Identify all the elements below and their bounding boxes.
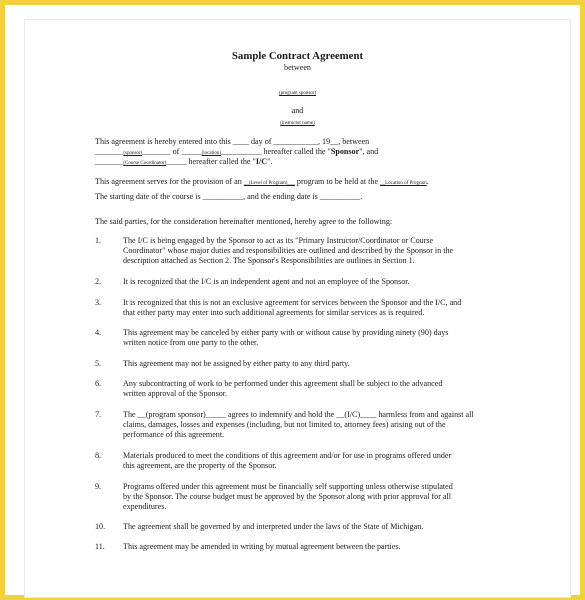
clause-text — [123, 410, 495, 441]
clause-text — [123, 328, 495, 348]
serves-line: This agreement serves for the provision of an __(Level of Program)___ program to be held at the __Location of Program. — [95, 177, 429, 186]
clause-number: 9. — [95, 482, 102, 491]
intro-line-1: This agreement is hereby entered into this ____ day of ___________, 19__, between — [95, 137, 370, 146]
clause-line: The __(program sponsor)_____ agrees to indemnify and hold the __(I/C)____ harmless from and against all — [123, 410, 474, 419]
clause-number: 6. — [95, 379, 102, 388]
clause-line: It is recognized that this is not an exclusive agreement for services between the Sponsor and the I/C, and — [123, 298, 462, 307]
clause-line: This agreement may be amended in writing by mutual agreement between the parties. — [123, 542, 401, 551]
clause-line: expenditures. — [123, 502, 167, 512]
clause-line: performance of this agreement. — [123, 430, 225, 440]
clause-text — [123, 298, 495, 318]
clause-line: It is recognized that the I/C is an independent agent and not an employee of the Sponsor. — [123, 277, 410, 286]
program-sponsor-tag: (program sponsor) — [278, 91, 317, 96]
clause-text — [123, 379, 495, 399]
parties-line: The said parties, for the consideration hereinafter mentioned, hereby agree to the following: — [95, 217, 393, 226]
instructor-name-tag: (instructor name) — [280, 121, 315, 126]
clause-text — [123, 542, 495, 552]
clause-line: written notice from one party to the other. — [123, 338, 259, 348]
clause-line: by the Sponsor. The course budget must be approved by the Sponsor along with prior approval for all — [123, 492, 452, 502]
clause-line: description attached as Section 2. The Sponsor's Responsibilities are outlines in Section 1. — [123, 256, 415, 266]
clause-number: 11. — [95, 542, 105, 551]
and-label: and — [291, 106, 304, 115]
clause-number: 1. — [95, 236, 102, 245]
clause-line: Coordinator" whose major duties and responsibilities are outlined and described by the Sponsor in the — [123, 246, 454, 256]
clause-text — [123, 359, 495, 369]
intro-line-3: _______(Course Coordinator)_____ hereafter called the "I/C". — [95, 157, 273, 166]
clause-text — [123, 236, 495, 267]
document-title: Sample Contract Agreement — [231, 50, 364, 62]
clause-line: written approval of the Sponsor. — [123, 389, 228, 399]
dates-line: The starting date of the course is __________, and the ending date is __________. — [95, 192, 363, 201]
clause-line: Materials produced to meet the conditions of this agreement and/or for use in programs offered under — [123, 451, 452, 460]
clause-text — [123, 451, 495, 471]
between-label: between — [284, 63, 311, 72]
clause-number: 2. — [95, 277, 102, 286]
intro-line-2: _______(sponsor)_______ of _____(location)__________ hereafter called the "Sponsor", and — [95, 147, 379, 156]
clause-number: 3. — [95, 298, 102, 307]
clause-line: This agreement may be canceled by either party with or without cause by providing ninety (90) days — [123, 328, 449, 337]
clause-text — [123, 482, 495, 513]
document-page — [25, 20, 570, 597]
clause-line: this agreement, are the property of the Sponsor. — [123, 461, 277, 471]
clause-line: claims, damages, losses and expenses (including, but not limited to, attorney fees) arising out of the — [123, 420, 446, 430]
clause-line: Programs offered under this agreement must be financially self supporting unless otherwise stipulated — [123, 482, 453, 491]
clause-line: Any subcontracting of work to be performed under this agreement shall be subject to the advanced — [123, 379, 443, 388]
clause-number: 8. — [95, 451, 102, 460]
clause-number: 4. — [95, 328, 102, 337]
clause-number: 7. — [95, 410, 102, 419]
clause-line: This agreement may not be assigned by either party to any third party. — [123, 359, 350, 368]
clause-number: 10. — [95, 522, 106, 531]
clause-line: The agreement shall be governed by and interpreted under the laws of the State of Michigan. — [123, 522, 424, 531]
clause-line: that either party may enter into such additional agreements for similar services as is required. — [123, 308, 425, 318]
clause-text — [123, 277, 495, 287]
clause-text — [123, 522, 495, 532]
clause-line: The I/C is being engaged by the Sponsor to act as its "Primary Instructor/Coordinator or Course — [123, 236, 434, 245]
watermark — [33, 544, 163, 588]
clause-number: 5. — [95, 359, 102, 368]
